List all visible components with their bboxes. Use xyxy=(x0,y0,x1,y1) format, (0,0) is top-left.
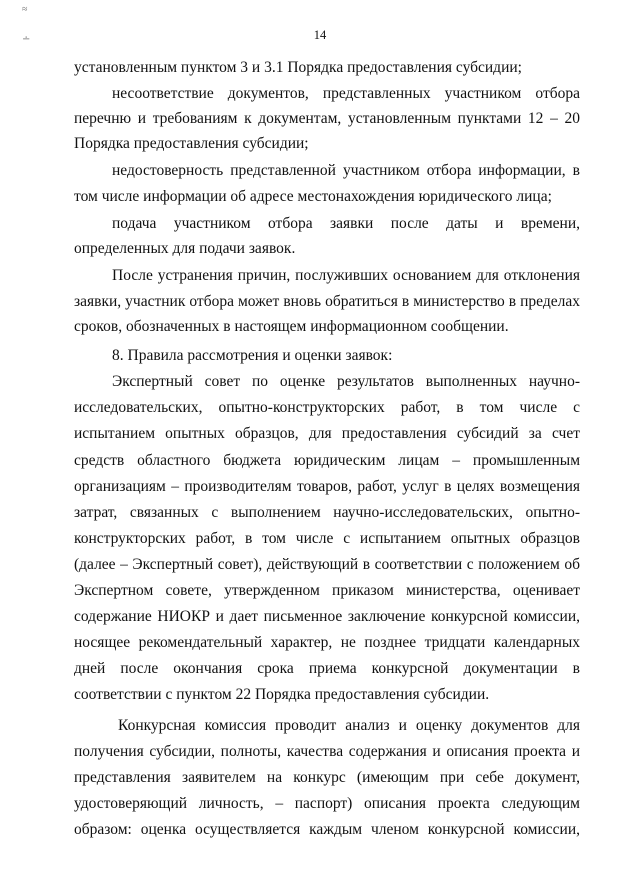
text-line: носящее рекомендательный характер, не позднее тридцати календарных xyxy=(74,634,580,651)
text-line: соответствии с пунктом 22 Порядка предоставления субсидии. xyxy=(74,686,490,703)
text-line: дней после окончания срока приема конкурсной документации в xyxy=(74,660,580,677)
text-line: установленным пунктом 3 и 3.1 Порядка предоставления субсидии; xyxy=(74,59,522,76)
text-line: исследовательских, опытно-конструкторских работ, в том числе с xyxy=(74,399,580,416)
text-line: средств областного бюджета юридическим лицам – промышленным xyxy=(74,452,580,469)
text-line: том числе информации об адресе местонахождения юридического лица; xyxy=(74,188,552,205)
text-line: заявки, участник отбора может вновь обратиться в министерство в пределах xyxy=(74,293,580,310)
text-line: определенных для подачи заявок. xyxy=(74,240,296,257)
section-heading: 8. Правила рассмотрения и оценки заявок: xyxy=(112,347,393,364)
text-line: содержание НИОКР и дает письменное заключение конкурсной комиссии, xyxy=(74,608,580,625)
text-line: Порядка предоставления субсидии; xyxy=(74,135,309,152)
text-line: сроков, обозначенных в настоящем информационном сообщении. xyxy=(74,318,509,335)
scan-mark-middle: ∸ xyxy=(22,34,31,45)
text-line: После устранения причин, послуживших основанием для отклонения xyxy=(112,267,580,284)
page-number: 14 xyxy=(313,28,327,42)
text-line: Экспертном совете, утвержденном приказом министерства, оценивает xyxy=(74,582,580,599)
text-line: представления заявителем на конкурс (имеющим при себе документ, xyxy=(74,769,580,786)
text-line: организациям – производителям товаров, работ, услуг в целях возмещения xyxy=(74,478,580,495)
text-line: подача участником отбора заявки после даты и времени, xyxy=(112,215,580,232)
text-line: получения субсидии, полноты, качества содержания и описания проекта и xyxy=(74,743,580,760)
scan-mark-top: ≈ xyxy=(22,4,28,15)
text-line: Конкурсная комиссия проводит анализ и оценку документов для xyxy=(118,717,580,734)
text-line: образом: оценка осуществляется каждым членом конкурсной комиссии, xyxy=(74,821,580,838)
text-line: несоответствие документов, представленных участником отбора xyxy=(112,85,580,102)
text-line: затрат, связанных с выполнением научно-исследовательских, опытно- xyxy=(74,504,580,521)
text-line: конструкторских работ, в том числе с испытанием опытных образцов xyxy=(74,530,580,547)
text-line: испытанием опытных образцов, для предоставления субсидий за счет xyxy=(74,425,580,442)
text-line: Экспертный совет по оценке результатов выполненных научно- xyxy=(112,373,580,390)
text-line: удостоверяющий личность, – паспорт) описания проекта следующим xyxy=(74,795,580,812)
text-line: (далее – Экспертный совет), действующий в соответствии с положением об xyxy=(74,556,580,573)
text-line: недостоверность представленной участником отбора информации, в xyxy=(112,162,580,179)
text-line: перечню и требованиям к документам, установленным пунктами 12 – 20 xyxy=(74,110,580,127)
